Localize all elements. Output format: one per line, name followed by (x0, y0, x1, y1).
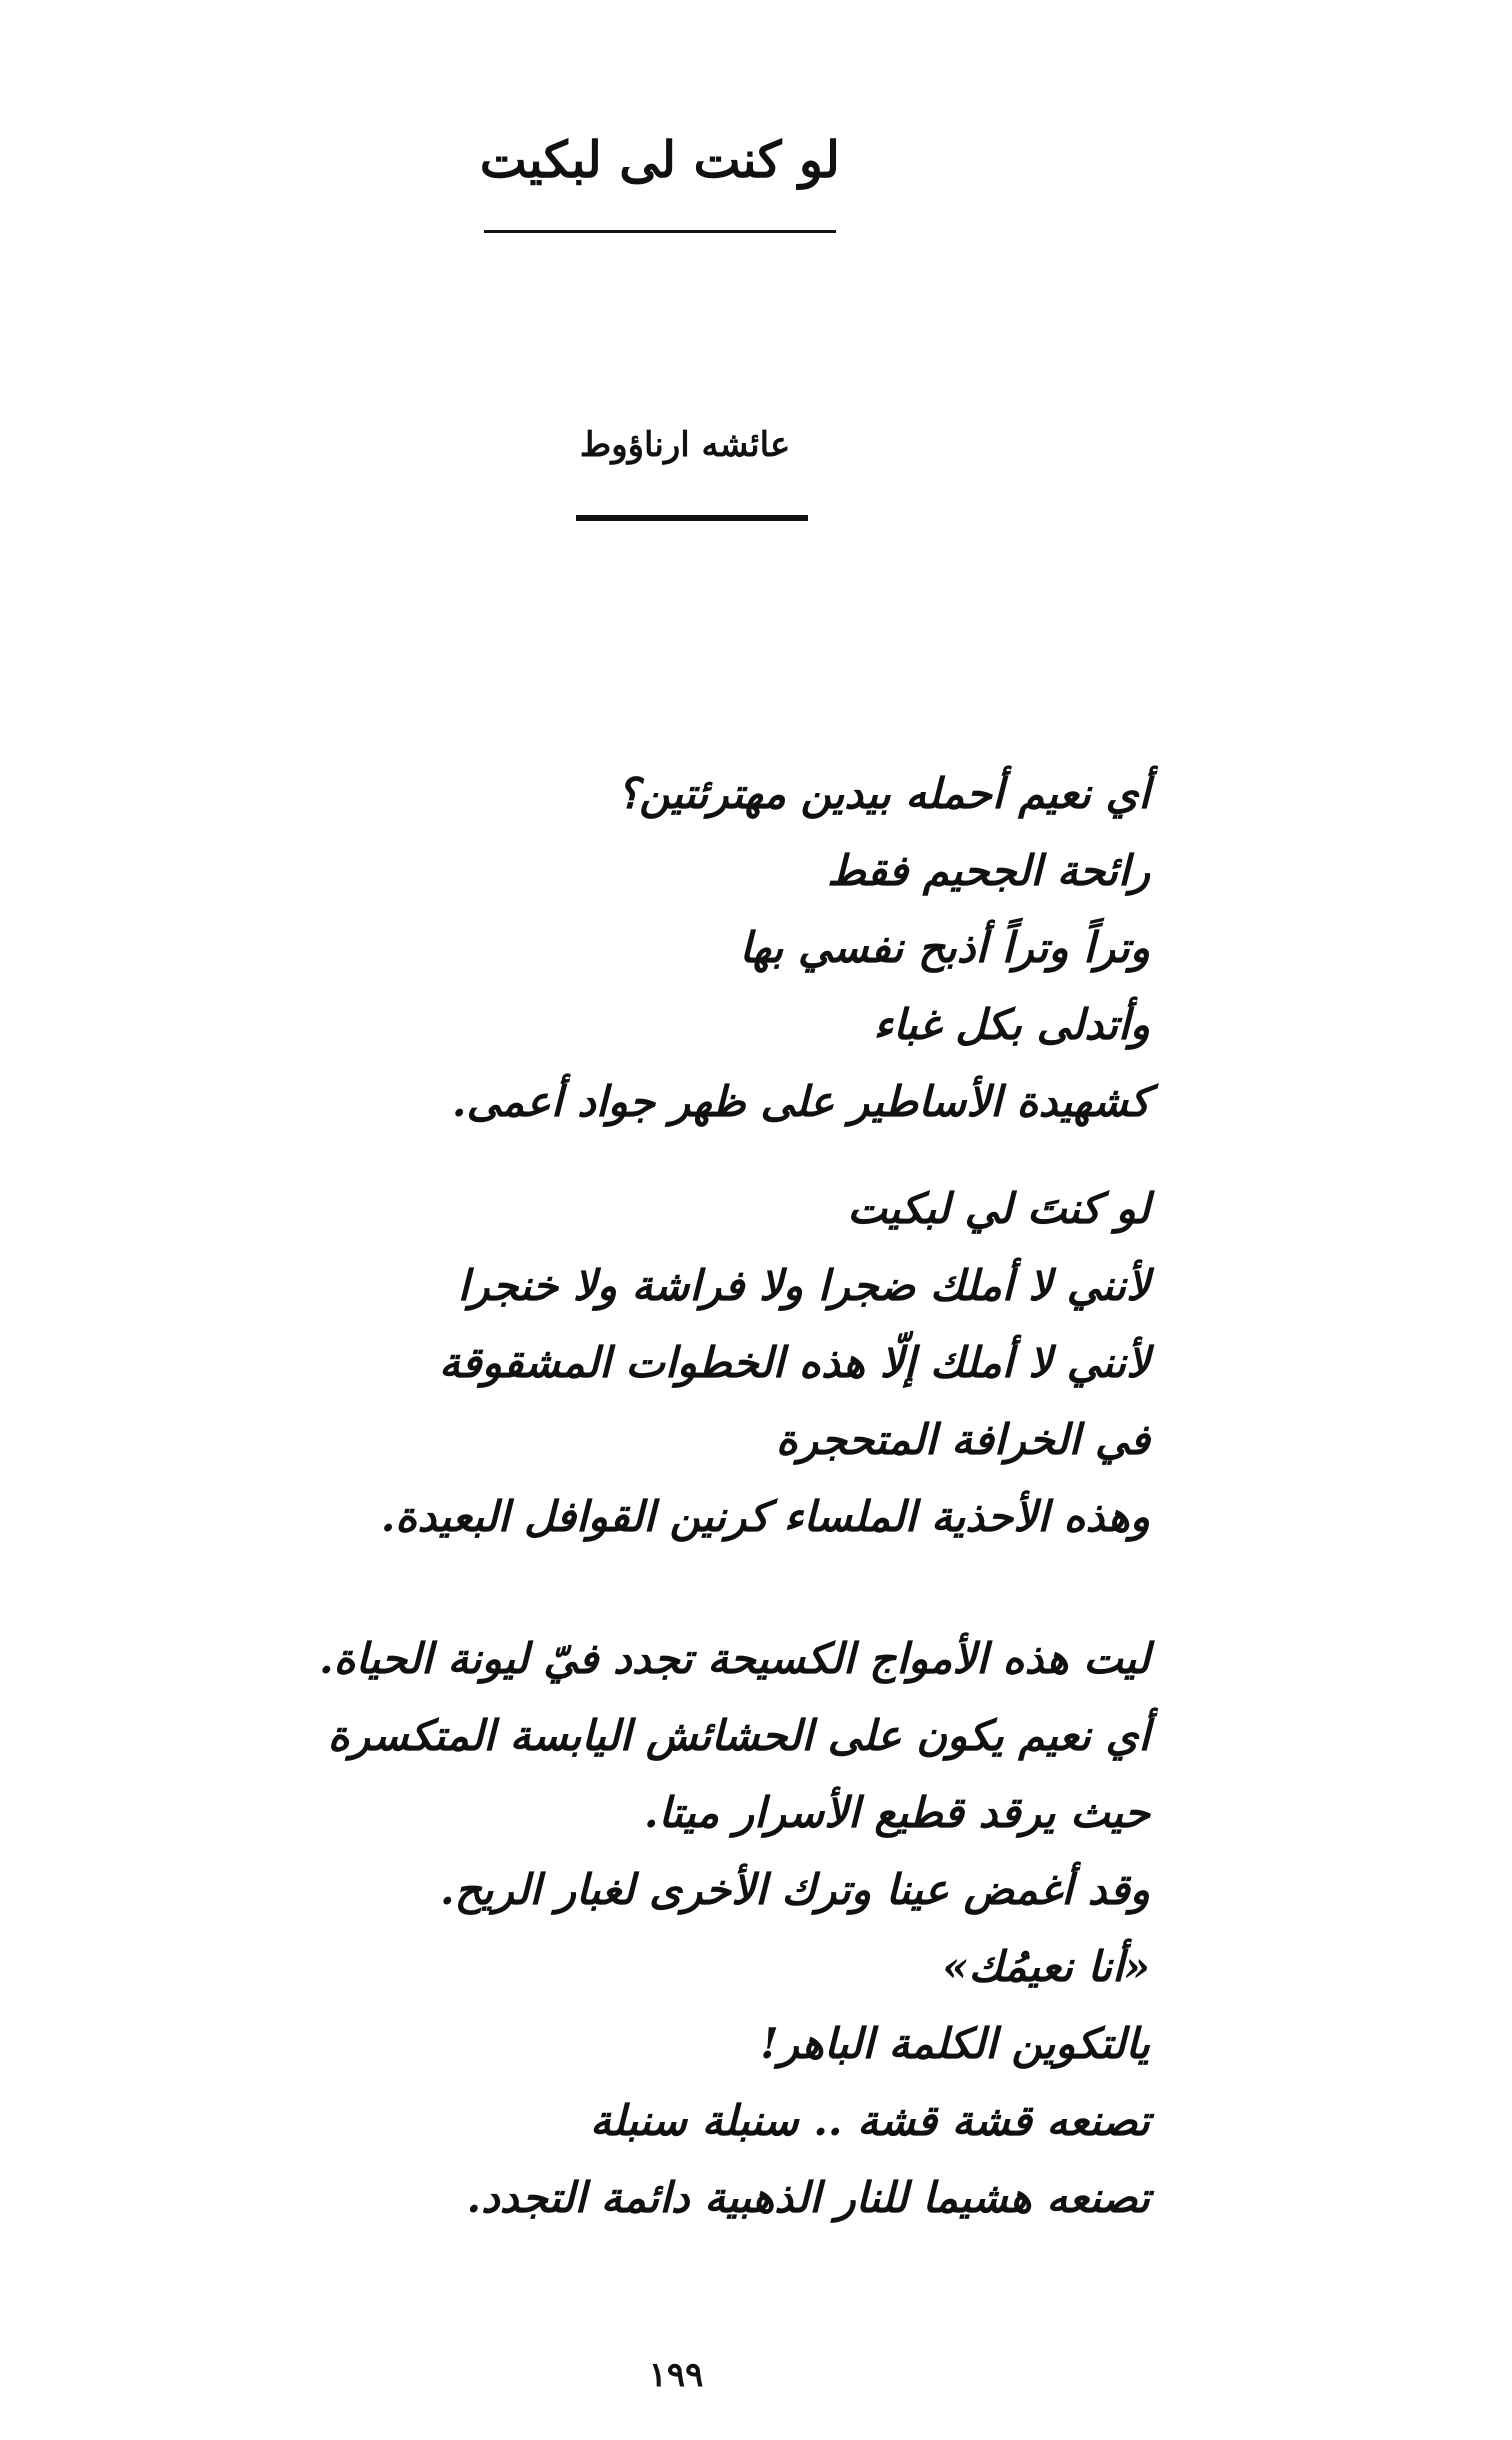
page-number: ١٩٩ (648, 2355, 704, 2395)
poem-line: لأنني لا أملك ضجرا ولا فراشة ولا خنجرا (457, 1261, 1150, 1310)
poem-line: وأتدلى بكل غباء (873, 1000, 1150, 1049)
poem-line: أي نعيم يكون على الحشائش اليابسة المتكسرة (327, 1711, 1150, 1760)
poem-line: تصنعه قشة قشة .. سنبلة سنبلة (590, 2096, 1150, 2145)
poem-line: كشهيدة الأساطير على ظهر جواد أعمى. (451, 1077, 1150, 1126)
author-name: عائشه ارناؤوط (579, 425, 791, 465)
poem-line: لو كنتَ لي لبكيت (847, 1184, 1150, 1233)
poem-line: وتراً وتراً أذبح نفسي بها (739, 923, 1150, 972)
poem-line: تصنعه هشيما للنار الذهبية دائمة التجدد. (466, 2173, 1150, 2222)
poem-line: وقد أغمض عينا وترك الأخرى لغبار الريح. (440, 1865, 1150, 1914)
title-underline (484, 230, 836, 233)
stanza-2 (381, 1170, 1150, 1555)
poem-line: وهذه الأحذية الملساء كرنين القوافل البعيدة. (380, 1492, 1150, 1541)
poem-line: حيث يرقد قطيع الأسرار ميتا. (643, 1788, 1150, 1837)
poem-line: لأنني لا أملك إلّا هذه الخطوات المشقوقة (439, 1338, 1150, 1387)
stanza-3 (319, 1620, 1150, 2236)
stanza-1 (452, 755, 1150, 1140)
poem-line: أي نعيم أحمله بيدين مهترئتين؟ (616, 769, 1150, 818)
author-underline (576, 515, 808, 521)
poem-line: «أنا نعيمُك» (942, 1942, 1150, 1991)
poem-line: في الخرافة المتحجرة (775, 1415, 1150, 1464)
poem-title: لو كنت لى لبكيت (479, 130, 840, 189)
poem-line: رائحة الجحيم فقط (826, 846, 1150, 895)
poem-line: ليت هذه الأمواج الكسيحة تجدد فيّ ليونة الحياة. (319, 1634, 1150, 1683)
poem-line: يالتكوين الكلمة الباهر! (760, 2019, 1150, 2068)
